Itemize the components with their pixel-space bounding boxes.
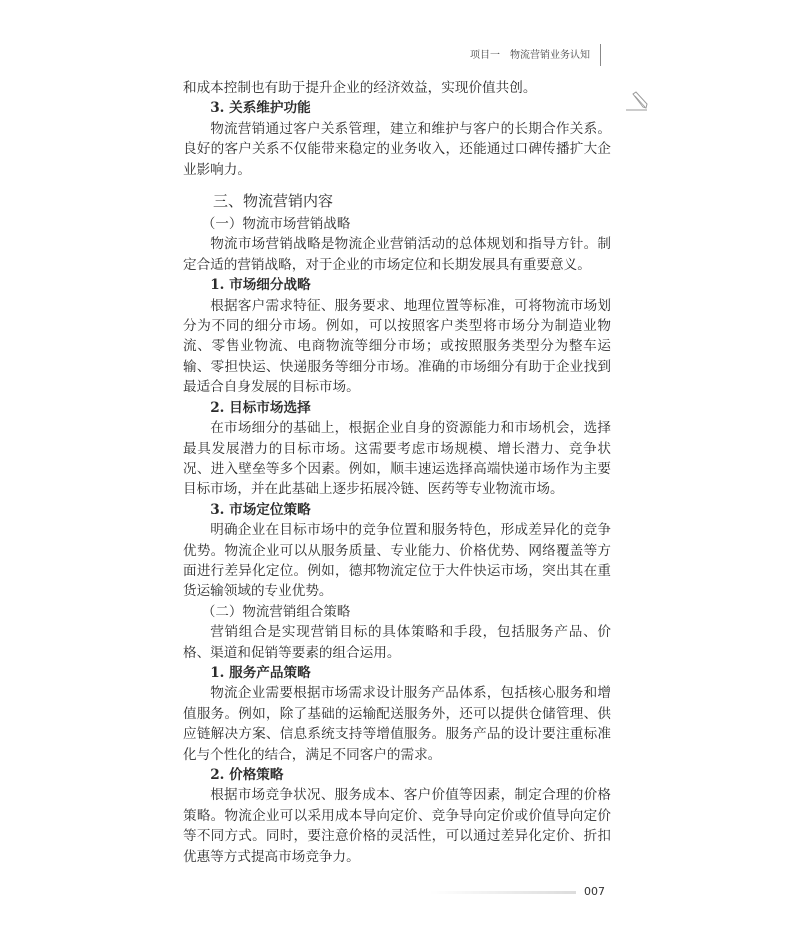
subheading: 1. 服务产品策略 (210, 664, 311, 681)
subheading-relationship: 3. 关系维护功能 (210, 100, 311, 117)
footer-rule (430, 891, 576, 894)
paragraph: 物流市场营销战略是物流企业营销活动的总体规划和指导方针。制定合适的营销战略，对于企业的市场定位和长期发展具有重要意义。 (183, 236, 611, 273)
paragraph: 在市场细分的基础上，根据企业自身的资源能力和市场机会，选择最具发展潜力的目标市场。这需要考虑市场规模、增长潜力、竞争状况、进入壁垒等多个因素。例如，顺丰速运选择高端快递市场作为主要目标市场，并在此基础上逐步拓展冷链、医药等专业物流市场。 (183, 420, 611, 498)
page-number: 007 (584, 885, 605, 899)
paragraph: 根据客户需求特征、服务要求、地理位置等标准，可将物流市场划分为不同的细分市场。例如，可以按照客户类型将市场分为制造业物流、零售业物流、电商物流等细分市场；或按照服务类型分为整车运输、零担快运、快递服务等细分市场。准确的市场细分有助于企业找到最适合自身发展的目标市场。 (183, 297, 611, 396)
paragraph: 明确企业在目标市场中的竞争位置和服务特色，形成差异化的竞争优势。物流企业可以从服务质量、专业能力、价格优势、网络覆盖等方面进行差异化定位。例如，德邦物流定位于大件快运市场，突出其在重货运输领域的专业优势。 (183, 522, 611, 600)
subheading: 1. 市场细分战略 (210, 277, 311, 294)
continued-paragraph: 和成本控制也有助于提升企业的经济效益，实现价值共创。 (183, 80, 537, 96)
part1-heading: （一）物流市场营销战略 (201, 216, 351, 233)
part2-heading: （二）物流营销组合策略 (201, 603, 351, 620)
page-body (183, 0, 611, 867)
running-header: 项目一 物流营销业务认知 (470, 50, 590, 61)
subheading: 2. 价格策略 (210, 767, 284, 783)
paragraph: 营销组合是实现营销目标的具体策略和手段，包括服务产品、价格、渠道和促销等要素的组合运用。 (183, 624, 611, 661)
page-footer (430, 885, 605, 941)
subheading: 2. 目标市场选择 (210, 399, 311, 416)
subheading: 3. 市场定位策略 (210, 501, 311, 518)
paragraph: 物流企业需要根据市场需求设计服务产品体系，包括核心服务和增值服务。例如，除了基础的运输配送服务外，还可以提供仓储管理、供应链解决方案、信息系统支持等增值服务。服务产品的设计要注重标准化与个性化的结合，满足不同客户的需求。 (183, 685, 611, 763)
section-heading: 三、物流营销内容 (213, 192, 334, 211)
pencil-icon (625, 90, 649, 112)
paragraph: 物流营销通过客户关系管理，建立和维护与客户的长期合作关系。良好的客户关系不仅能带来稳定的业务收入，还能通过口碑传播扩大企业影响力。 (183, 120, 611, 178)
paragraph: 根据市场竞争状况、服务成本、客户价值等因素，制定合理的价格策略。物流企业可以采用成本导向定价、竞争导向定价或价值导向定价等不同方式。同时，要注意价格的灵活性，可以通过差异化定价、折扣优惠等方式提高市场竞争力。 (183, 787, 611, 865)
